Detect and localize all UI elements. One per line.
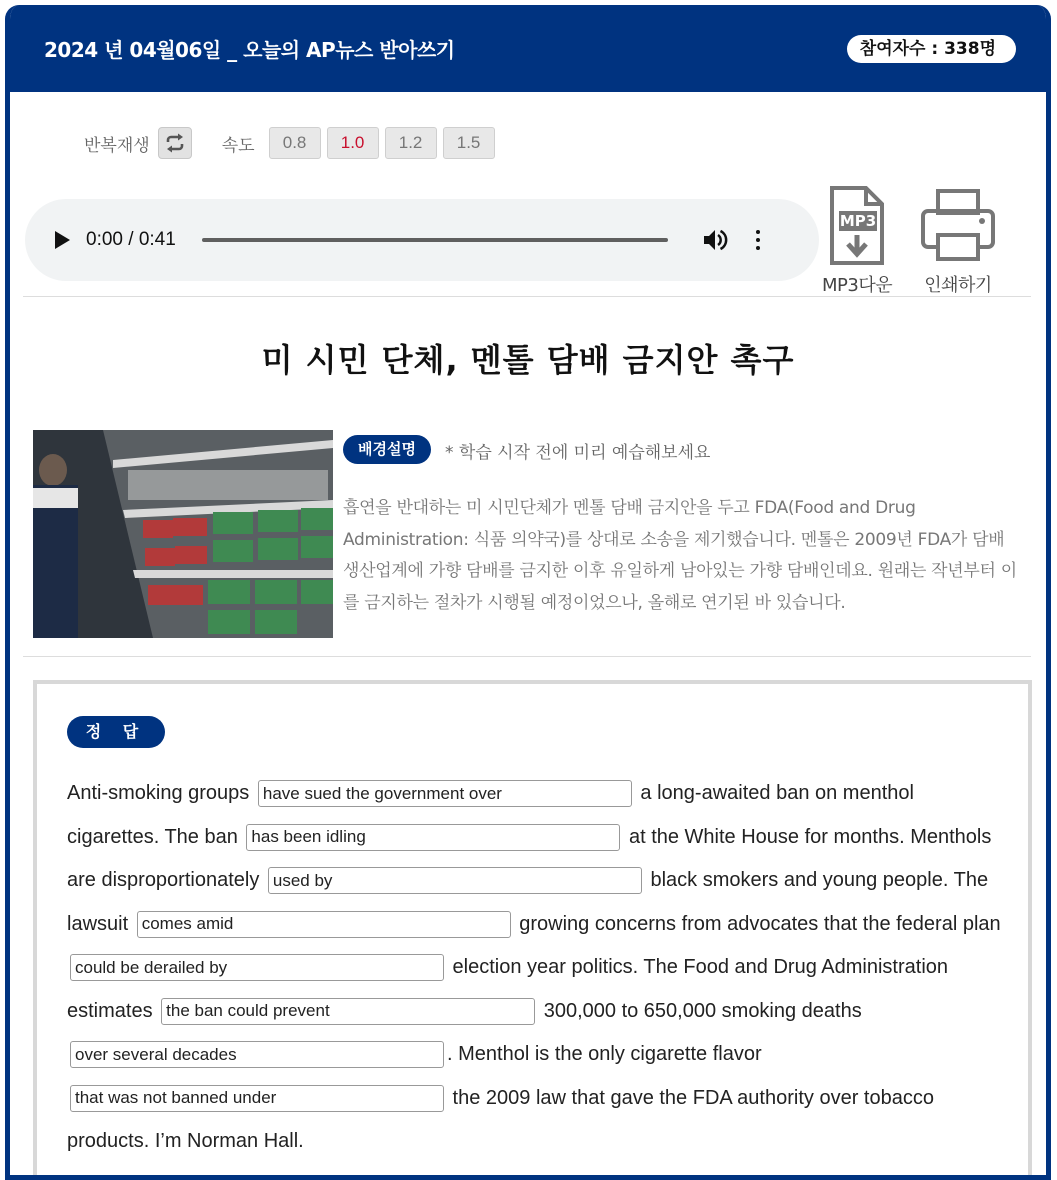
passage-text: black smokers and young people. The lawsuit [67, 869, 989, 935]
header-bar [10, 5, 1046, 92]
page-title: 2024 년 04월06일 _ 오늘의 AP뉴스 받아쓰기 [44, 38, 455, 62]
answer-blank-6[interactable] [161, 998, 535, 1025]
repeat-icon [164, 133, 186, 153]
answer-badge: 정 답 [67, 716, 165, 748]
article-title: 미 시민 단체, 멘톨 담배 금지안 촉구 [261, 341, 795, 379]
mp3-download-button[interactable] [822, 185, 892, 297]
more-options-icon[interactable] [756, 230, 760, 250]
answer-box [33, 680, 1032, 1180]
playback-time: 0:00 / 0:41 [86, 229, 176, 250]
passage-text: a long-awaited ban on menthol cigarettes. The ban [67, 782, 914, 848]
seek-bar[interactable] [202, 238, 668, 242]
article-photo [33, 430, 333, 638]
repeat-button[interactable] [158, 127, 192, 159]
speed-button-0.8[interactable]: 0.8 [269, 127, 321, 159]
mp3-file-icon [826, 185, 888, 267]
answer-blank-3[interactable] [268, 867, 642, 894]
volume-icon[interactable] [702, 228, 728, 252]
print-label: 인쇄하기 [924, 275, 992, 296]
passage-text: the 2009 law that gave the FDA authority over tobacco products. I’m Norman Hall. [67, 1086, 934, 1152]
answer-blank-5[interactable] [70, 954, 444, 981]
print-button[interactable] [918, 185, 998, 297]
mp3-download-label: MP3다운 [822, 275, 893, 296]
playback-controls [84, 127, 501, 159]
divider [23, 656, 1031, 657]
passage-text: election year politics. The Food and Drug Administration estimates [67, 956, 949, 1022]
passage-text: growing concerns from advocates that the federal plan [513, 912, 1001, 935]
svg-text:MP3: MP3 [839, 212, 877, 230]
answer-blank-2[interactable] [246, 824, 620, 851]
answer-blank-8[interactable] [70, 1085, 444, 1112]
speed-button-1.2[interactable]: 1.2 [385, 127, 437, 159]
background-note: * 학습 시작 전에 미리 예습해보세요 [445, 443, 711, 463]
participant-count-badge: 참여자수 : 338명 [847, 35, 1016, 63]
divider [23, 296, 1031, 297]
answer-passage [67, 772, 1007, 1164]
repeat-label: 반복재생 [84, 135, 150, 156]
dictation-panel [5, 5, 1051, 1180]
passage-text: Anti-smoking groups [67, 782, 255, 804]
answer-blank-4[interactable] [137, 911, 511, 938]
speed-button-1.5[interactable]: 1.5 [443, 127, 495, 159]
background-badge: 배경설명 [343, 435, 431, 464]
printer-icon [918, 185, 998, 267]
audio-player [25, 199, 819, 281]
passage-text: 300,000 to 650,000 smoking deaths [538, 999, 862, 1022]
play-icon[interactable] [55, 231, 70, 249]
speed-button-1.0[interactable]: 1.0 [327, 127, 379, 159]
passage-text: at the White House for months. Menthols are disproportionately [67, 825, 992, 891]
answer-blank-7[interactable] [70, 1041, 444, 1068]
background-text: 흡연을 반대하는 미 시민단체가 멘톨 담배 금지안을 두고 FDA(Food and Drug Administration: 식품 의약국)를 상대로 소송을 제기했습니다. 멘톨은 2009년 FDA가 담배 생산업계에 가향 담배를 금지한 이후 유일하게 남아있는 가향 담배인데요. 원래는 작년부터 이를 금지하는 절차가 시행될 예정이었으나, 올해로 연기된 바 있습니다. [343, 498, 1017, 613]
speed-label: 속도 [221, 135, 255, 156]
answer-blank-1[interactable] [258, 780, 632, 807]
passage-text: . Menthol is the only cigarette flavor [447, 1043, 762, 1065]
